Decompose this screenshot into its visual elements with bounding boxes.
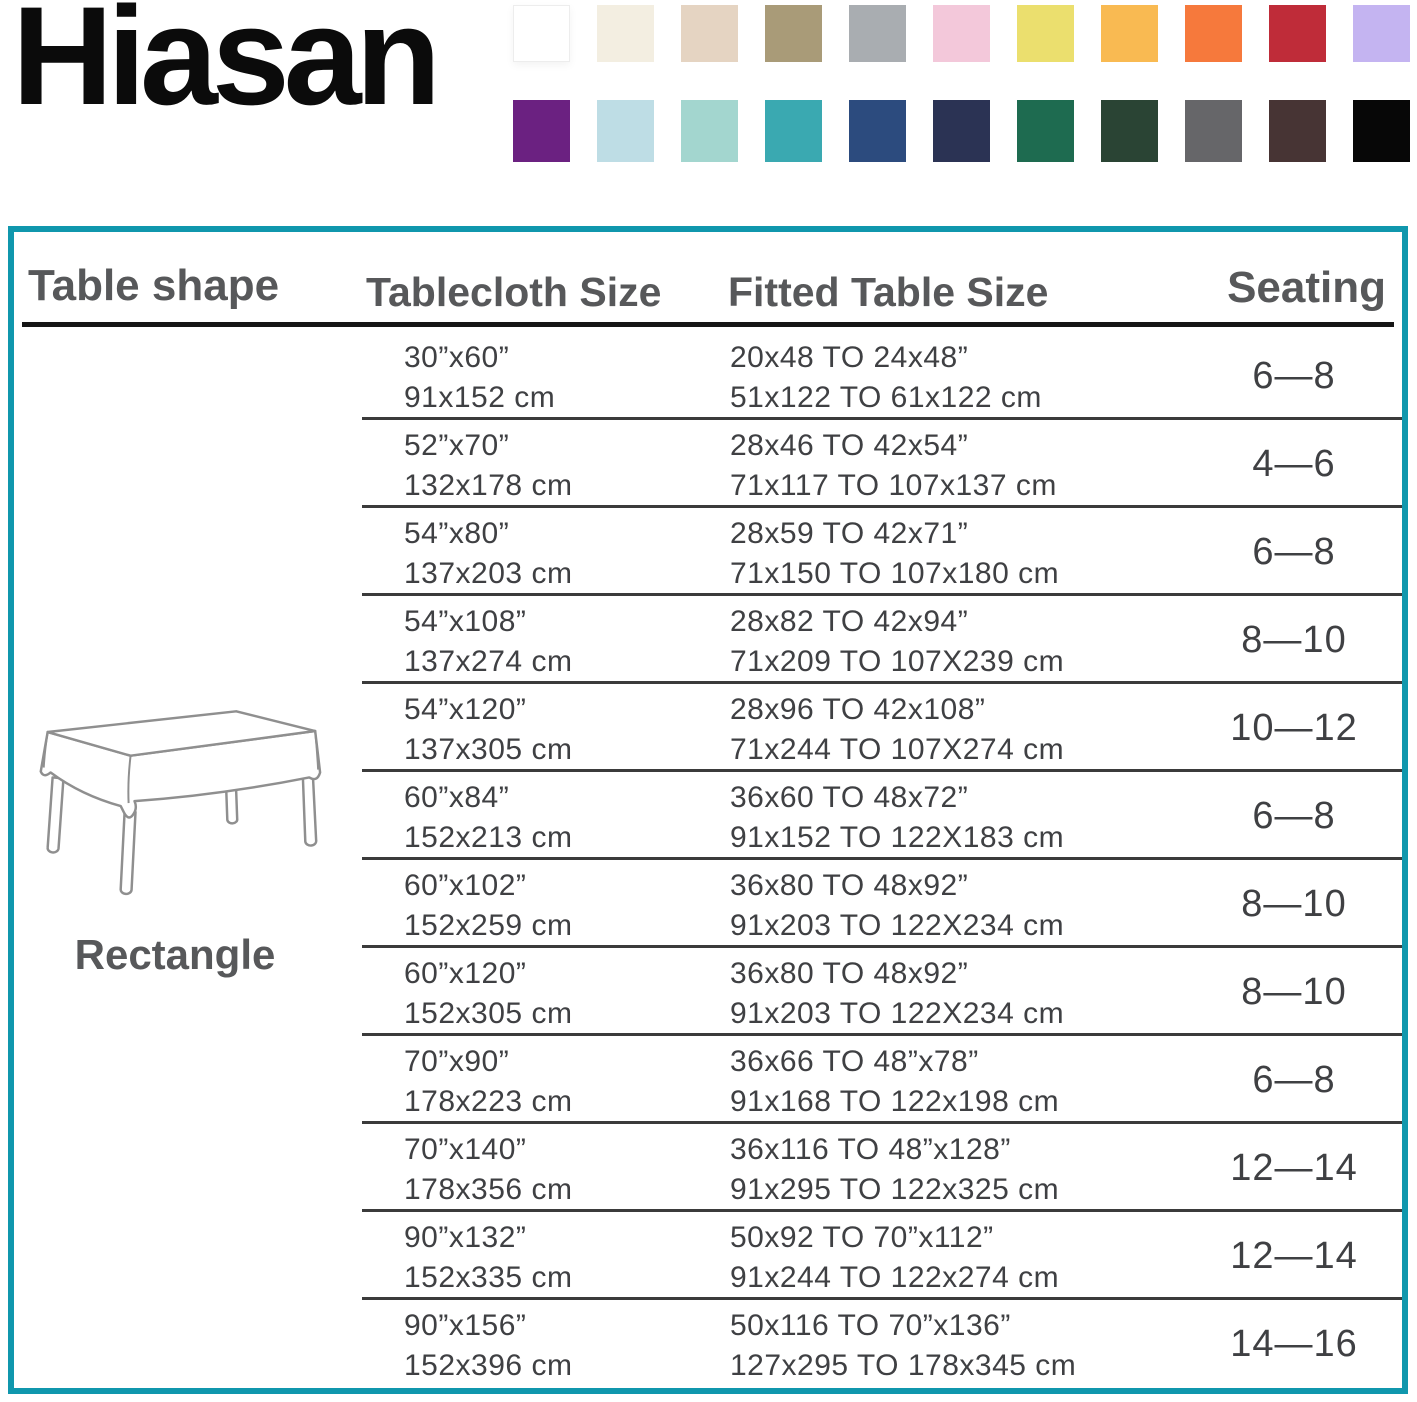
swatch-orange xyxy=(1185,5,1242,62)
swatch-black xyxy=(1353,100,1410,162)
header-rule xyxy=(22,322,1394,327)
seating-count: 10—12 xyxy=(1230,707,1358,749)
seating-count: 14—16 xyxy=(1230,1323,1358,1365)
column-header-table-shape: Table shape xyxy=(28,261,280,310)
tablecloth-size-inches: 54”x108” xyxy=(404,605,527,638)
fitted-size-cm: 91x152 TO 122X183 cm xyxy=(730,821,1065,854)
tablecloth-size-cm: 137x305 cm xyxy=(404,733,573,766)
swatch-ivory xyxy=(597,5,654,62)
table-row xyxy=(14,420,1402,508)
seating-count: 4—6 xyxy=(1252,443,1336,485)
rectangle-table-icon xyxy=(22,686,328,934)
swatch-steel-blue xyxy=(849,100,906,162)
tablecloth-size-inches: 90”x156” xyxy=(404,1309,527,1342)
fitted-size-inches: 20x48 TO 24x48” xyxy=(730,341,969,374)
fitted-size-inches: 28x82 TO 42x94” xyxy=(730,605,969,638)
tablecloth-size-cm: 178x223 cm xyxy=(404,1085,573,1118)
table-row xyxy=(14,1036,1402,1124)
seating-count: 12—14 xyxy=(1230,1147,1358,1189)
swatch-purple xyxy=(513,100,570,162)
swatch-brown xyxy=(1269,100,1326,162)
tablecloth-size-cm: 152x259 cm xyxy=(404,909,573,942)
color-swatches-row-2 xyxy=(513,100,1410,162)
fitted-size-inches: 50x116 TO 70”x136” xyxy=(730,1309,1011,1342)
tablecloth-size-inches: 52”x70” xyxy=(404,429,510,462)
swatch-grey xyxy=(849,5,906,62)
fitted-size-cm: 71x209 TO 107X239 cm xyxy=(730,645,1065,678)
tablecloth-size-inches: 70”x90” xyxy=(404,1045,510,1078)
table-row xyxy=(14,332,1402,420)
swatch-light-blue xyxy=(597,100,654,162)
table-row xyxy=(14,1300,1402,1388)
table-row xyxy=(14,596,1402,684)
swatch-navy xyxy=(933,100,990,162)
tablecloth-size-inches: 54”x80” xyxy=(404,517,510,550)
tablecloth-size-cm: 152x335 cm xyxy=(404,1261,573,1294)
tablecloth-size-cm: 152x305 cm xyxy=(404,997,573,1030)
table-row xyxy=(14,1212,1402,1300)
tablecloth-size-cm: 152x213 cm xyxy=(404,821,573,854)
brand-logo: Hiasan xyxy=(12,0,436,134)
tablecloth-size-cm: 152x396 cm xyxy=(404,1349,573,1382)
column-header-seating: Seating xyxy=(1227,263,1386,312)
swatch-beige xyxy=(681,5,738,62)
fitted-size-inches: 28x96 TO 42x108” xyxy=(730,693,986,726)
swatch-white xyxy=(513,5,570,62)
swatch-dark-grey xyxy=(1185,100,1242,162)
fitted-size-cm: 71x244 TO 107X274 cm xyxy=(730,733,1065,766)
fitted-size-inches: 50x92 TO 70”x112” xyxy=(730,1221,994,1254)
fitted-size-cm: 91x244 TO 122x274 cm xyxy=(730,1261,1060,1294)
fitted-size-cm: 71x150 TO 107x180 cm xyxy=(730,557,1060,590)
seating-count: 6—8 xyxy=(1252,531,1336,573)
fitted-size-cm: 91x295 TO 122x325 cm xyxy=(730,1173,1060,1206)
swatch-pink xyxy=(933,5,990,62)
swatch-teal xyxy=(765,100,822,162)
tablecloth-size-cm: 91x152 cm xyxy=(404,381,556,414)
swatch-marigold xyxy=(1101,5,1158,62)
swatch-lavender xyxy=(1353,5,1410,62)
fitted-size-cm: 91x203 TO 122X234 cm xyxy=(730,997,1065,1030)
shape-label: Rectangle xyxy=(74,931,276,978)
swatch-aqua xyxy=(681,100,738,162)
fitted-size-cm: 91x203 TO 122X234 cm xyxy=(730,909,1065,942)
color-swatches-row-1 xyxy=(513,5,1410,62)
fitted-size-cm: 71x117 TO 107x137 cm xyxy=(730,469,1057,502)
tablecloth-size-inches: 54”x120” xyxy=(404,693,527,726)
fitted-size-cm: 127x295 TO 178x345 cm xyxy=(730,1349,1077,1382)
fitted-size-inches: 28x59 TO 42x71” xyxy=(730,517,969,550)
tablecloth-size-cm: 137x274 cm xyxy=(404,645,573,678)
fitted-size-inches: 36x116 TO 48”x128” xyxy=(730,1133,1011,1166)
table-row xyxy=(14,1124,1402,1212)
fitted-size-inches: 36x60 TO 48x72” xyxy=(730,781,969,814)
seating-count: 8—10 xyxy=(1241,883,1347,925)
fitted-size-inches: 36x66 TO 48”x78” xyxy=(730,1045,979,1078)
seating-count: 8—10 xyxy=(1241,619,1347,661)
column-header-fitted-size: Fitted Table Size xyxy=(728,269,1049,315)
swatch-khaki xyxy=(765,5,822,62)
tablecloth-size-cm: 132x178 cm xyxy=(404,469,573,502)
tablecloth-size-inches: 90”x132” xyxy=(404,1221,527,1254)
tablecloth-size-inches: 60”x102” xyxy=(404,869,527,902)
tablecloth-size-cm: 178x356 cm xyxy=(404,1173,573,1206)
fitted-size-inches: 28x46 TO 42x54” xyxy=(730,429,969,462)
fitted-size-inches: 36x80 TO 48x92” xyxy=(730,957,969,990)
seating-count: 8—10 xyxy=(1241,971,1347,1013)
tablecloth-size-cm: 137x203 cm xyxy=(404,557,573,590)
swatch-yellow xyxy=(1017,5,1074,62)
fitted-size-cm: 91x168 TO 122x198 cm xyxy=(730,1085,1060,1118)
seating-count: 12—14 xyxy=(1230,1235,1358,1277)
seating-count: 6—8 xyxy=(1252,1059,1336,1101)
swatch-forest-green xyxy=(1101,100,1158,162)
tablecloth-size-inches: 30”x60” xyxy=(404,341,510,374)
table-row xyxy=(14,508,1402,596)
fitted-size-inches: 36x80 TO 48x92” xyxy=(730,869,969,902)
seating-count: 6—8 xyxy=(1252,795,1336,837)
swatch-green xyxy=(1017,100,1074,162)
swatch-red xyxy=(1269,5,1326,62)
tablecloth-size-inches: 70”x140” xyxy=(404,1133,527,1166)
fitted-size-cm: 51x122 TO 61x122 cm xyxy=(730,381,1042,414)
tablecloth-size-inches: 60”x84” xyxy=(404,781,510,814)
seating-count: 6—8 xyxy=(1252,355,1336,397)
column-header-tablecloth-size: Tablecloth Size xyxy=(366,269,662,315)
tablecloth-size-inches: 60”x120” xyxy=(404,957,527,990)
